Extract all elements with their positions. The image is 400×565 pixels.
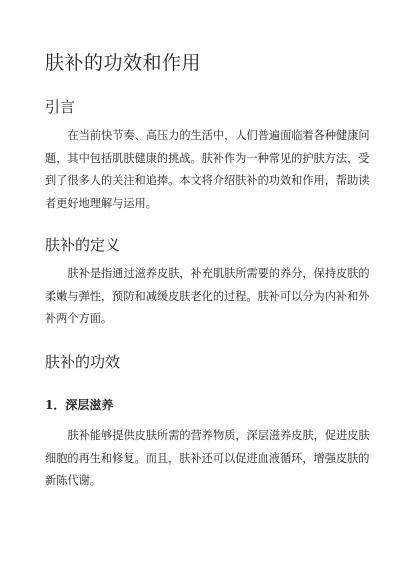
section-heading-intro: 引言 (45, 98, 76, 116)
paragraph-line: 柔嫩与弹性，预防和减缓皮肤老化的过程。肤补可以分为内补和外 (45, 289, 370, 303)
paragraph-line: 新陈代谢。 (45, 474, 101, 487)
paragraph-intro (45, 125, 370, 215)
paragraph-line: 肤补能够提供皮肤所需的营养物质，深层滋养皮肤，促进皮肤 (67, 429, 370, 442)
paragraph-definition (45, 263, 370, 331)
subsection-heading-deep-nourish: 1．深层滋养 (45, 398, 114, 412)
paragraph-line: 细胞的再生和修复。而且，肤补还可以促进血液循环，增强皮肤的 (45, 451, 370, 465)
paragraph-line: 在当前快节奏、高压力的生活中，人们普遍面临着各种健康问 (67, 129, 370, 142)
section-heading-effects: 肤补的功效 (45, 353, 121, 371)
paragraph-deep-nourish (45, 425, 370, 493)
paragraph-line: 者更好地理解与运用。 (45, 196, 157, 210)
document-title: 肤补的功效和作用 (45, 52, 202, 74)
paragraph-line: 肤补是指通过滋养皮肤，补充肌肤所需要的养分，保持皮肤的 (67, 267, 370, 280)
section-heading-definition: 肤补的定义 (45, 236, 121, 254)
paragraph-line: 补两个方面。 (45, 312, 113, 325)
paragraph-line: 到了很多人的关注和追捧。本文将介绍肤补的功效和作用，帮助读 (45, 174, 370, 187)
paragraph-line: 题，其中包括肌肤健康的挑战。肤补作为一种常见的护肤方法，受 (45, 151, 370, 165)
